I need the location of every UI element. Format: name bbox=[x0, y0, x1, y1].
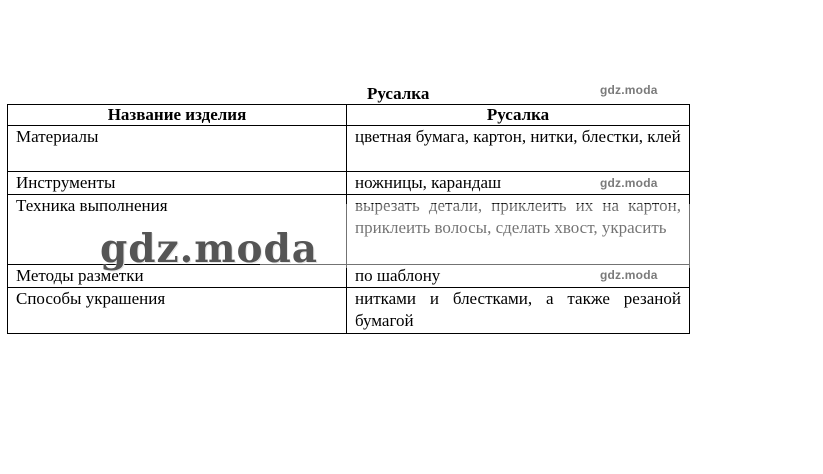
row-label-decoration: Способы украшения bbox=[8, 288, 347, 334]
row-label-technique: Техника выполнения bbox=[8, 195, 347, 265]
row-value-decoration: нитками и блестками, а также резаной бумагой bbox=[347, 288, 690, 334]
watermark-large: gdz.moda bbox=[100, 226, 319, 272]
row-value-technique: вырезать детали, приклеить их на картон, приклеить волосы, сделать хвост, украсить bbox=[347, 195, 690, 265]
row-label-marking: Методы разметки bbox=[8, 265, 347, 288]
table-row bbox=[8, 126, 690, 172]
row-value-marking: по шаблону bbox=[347, 265, 690, 288]
watermark-small: gdz.moda bbox=[600, 268, 658, 282]
table-row bbox=[8, 288, 690, 334]
product-table bbox=[7, 104, 690, 334]
table-row bbox=[8, 172, 690, 195]
watermark-small: gdz.moda bbox=[600, 176, 658, 190]
watermark-small: gdz.moda bbox=[600, 83, 658, 97]
row-label-materials: Материалы bbox=[8, 126, 347, 172]
page-title: Русалка bbox=[367, 84, 430, 103]
table-header-row bbox=[8, 105, 690, 126]
row-label-tools: Инструменты bbox=[8, 172, 347, 195]
column-header-product: Русалка bbox=[347, 105, 690, 126]
row-value-materials: цветная бумага, картон, нитки, блестки, клей bbox=[347, 126, 690, 172]
row-value-tools: ножницы, карандаш bbox=[347, 172, 690, 195]
column-header-name: Название изделия bbox=[8, 105, 347, 126]
